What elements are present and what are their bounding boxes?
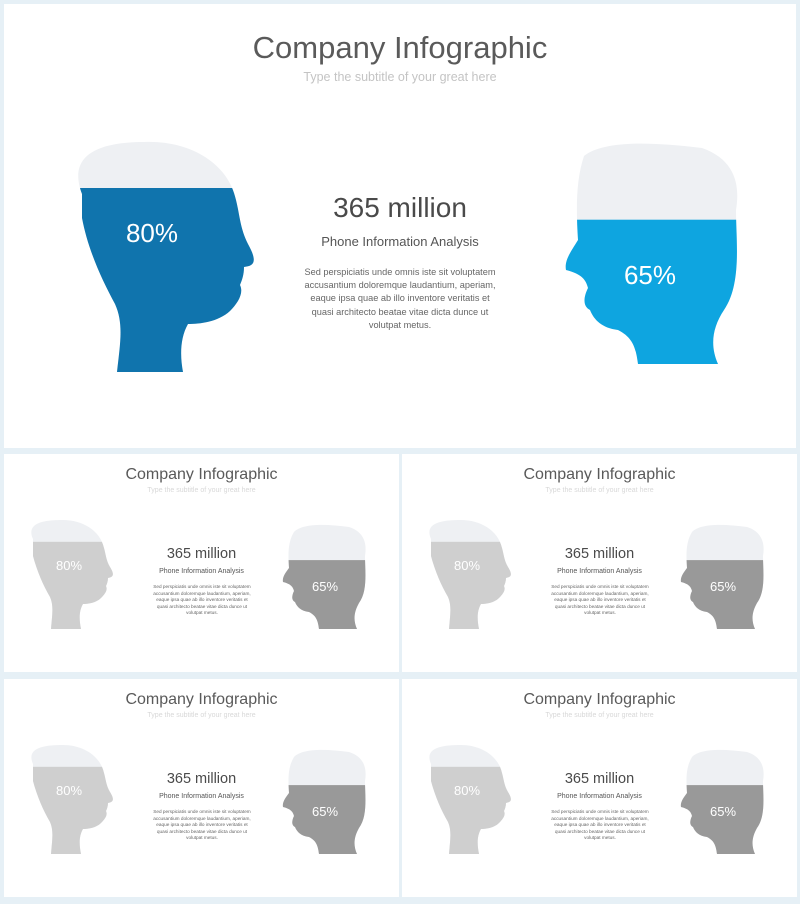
stat-caption: Phone Information Analysis [159,793,244,800]
male-percent-label: 65% [709,804,737,819]
slide-subtitle: Type the subtitle of your great here [147,487,256,494]
slide-subtitle: Type the subtitle of your great here [545,487,654,494]
slide-subtitle: Type the subtitle of your great here [545,712,654,719]
body-text: Sed perspiciatis unde omnis iste sit voluptatem accusantium doloremque laudantium, aperiam, eaque ipsa quae ab illo inventore veritatis et quasi architecto beatae vitae dicta dunce ut volutpat metus. [153,809,251,841]
male-percent-label: 65% [623,260,677,290]
stat-value: 365 million [564,546,635,562]
thumbnail-slide-3[interactable] [4,679,399,897]
thumbnail-slide-1[interactable] [4,454,399,672]
female-percent-label: 80% [453,783,481,798]
slide-title: Company Infographic [523,691,676,708]
main-slide [4,4,796,448]
female-percent-label: 80% [55,783,83,798]
body-text: Sed perspiciatis unde omnis iste sit voluptatem accusantium doloremque laudantium, aperiam, eaque ipsa quae ab illo inventore veritatis et quasi architecto beatae vitae dicta dunce ut volutpat metus. [153,584,251,616]
body-text: Sed perspiciatis unde omnis iste sit voluptatem accusantium doloremque laudantium, aperiam, eaque ipsa quae ab illo inventore veritatis et quasi architecto beatae vitae dicta dunce ut volutpat metus. [551,809,649,841]
slide-title: Company Infographic [125,466,278,483]
female-percent-label: 80% [125,218,179,248]
slide-title: Company Infographic [523,466,676,483]
stat-value: 365 million [333,192,467,223]
slide-title: Company Infographic [252,30,548,65]
body-text: Sed perspiciatis unde omnis iste sit voluptatem accusantium doloremque laudantium, aperiam, eaque ipsa quae ab illo inventore veritatis et quasi architecto beatae vitae dicta dunce ut volutpat metus. [551,584,649,616]
female-percent-label: 80% [55,558,83,573]
stat-caption: Phone Information Analysis [321,234,479,249]
stat-caption: Phone Information Analysis [557,793,642,800]
thumbnail-slide-4[interactable] [402,679,797,897]
stat-caption: Phone Information Analysis [557,568,642,575]
female-percent-label: 80% [453,558,481,573]
stat-value: 365 million [564,771,635,787]
male-percent-label: 65% [311,579,339,594]
slide-subtitle: Type the subtitle of your great here [147,712,256,719]
stat-caption: Phone Information Analysis [159,568,244,575]
stat-value: 365 million [166,771,237,787]
slide-subtitle: Type the subtitle of your great here [303,70,497,84]
slide-title: Company Infographic [125,691,278,708]
male-percent-label: 65% [709,579,737,594]
thumbnail-slide-2[interactable] [402,454,797,672]
body-text: Sed perspiciatis unde omnis iste sit voluptatem accusantium doloremque laudantium, aperiam, eaque ipsa quae ab illo inventore veritatis et quasi architecto beatae vitae dicta dunce ut volutpat metus. [304,267,496,330]
stat-value: 365 million [166,546,237,562]
male-percent-label: 65% [311,804,339,819]
